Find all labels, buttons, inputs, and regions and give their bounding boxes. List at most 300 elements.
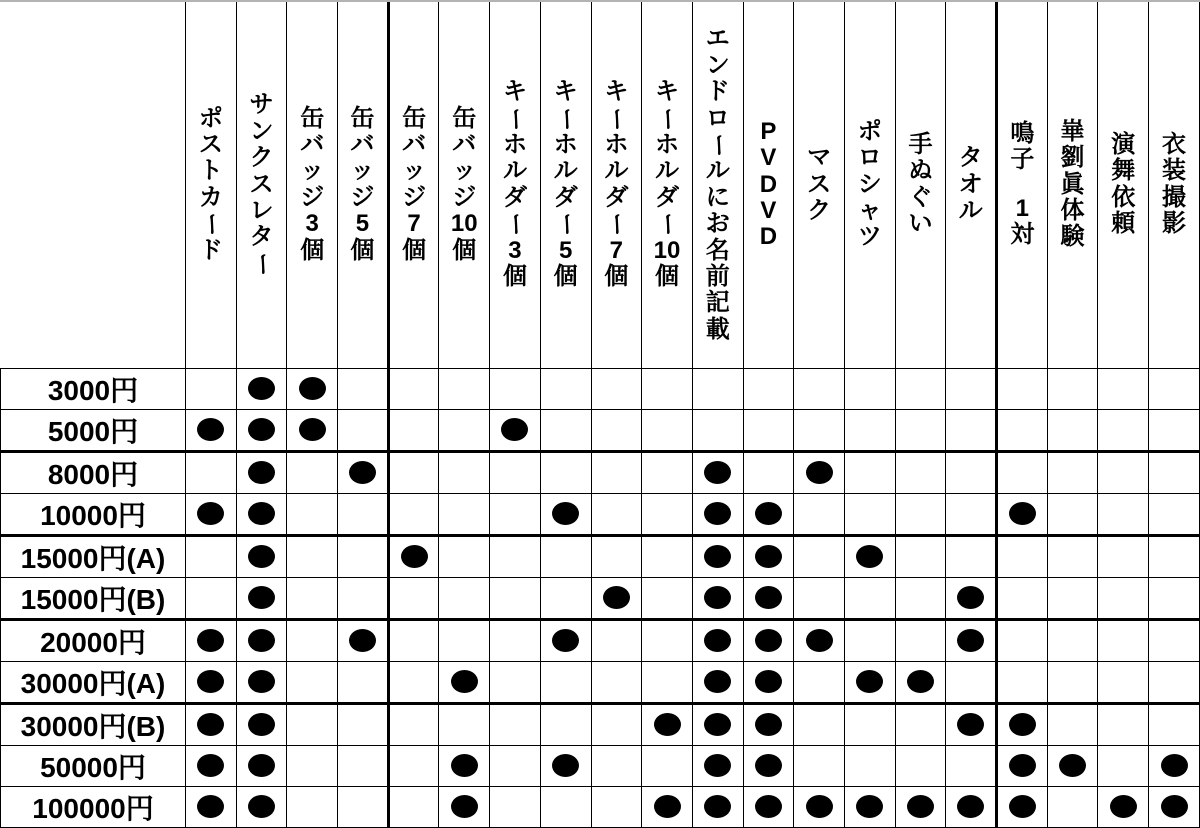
matrix-cell-r4-c7 (490, 493, 541, 535)
vertical-char: 記 (705, 289, 730, 317)
matrix-cell-r11-c5 (388, 786, 439, 827)
matrix-cell-r9-c13 (794, 703, 845, 745)
matrix-cell-r1-c7 (490, 368, 541, 409)
vertical-char: ッ (350, 157, 375, 185)
tier-row-2 (1, 409, 1200, 451)
matrix-cell-r8-c19 (1098, 661, 1149, 703)
matrix-cell-r6-c17 (997, 577, 1048, 619)
matrix-cell-r8-c13 (794, 661, 845, 703)
column-header-19 (1098, 2, 1149, 368)
matrix-cell-r2-c15 (895, 409, 946, 451)
matrix-cell-r1-c13 (794, 368, 845, 409)
column-header-vertical-label (693, 2, 743, 368)
matrix-cell-r4-c8 (540, 493, 591, 535)
included-dot (907, 670, 934, 693)
column-header-3 (287, 2, 338, 368)
vertical-char: ホ (604, 130, 629, 158)
price-label: 15000円(A) (1, 535, 186, 577)
matrix-cell-r8-c20 (1149, 661, 1200, 703)
matrix-cell-r5-c5 (388, 535, 439, 577)
matrix-cell-r8-c14 (844, 661, 895, 703)
included-dot (856, 795, 883, 818)
vertical-char: シ (857, 170, 882, 198)
vertical-char: 3 (305, 210, 319, 238)
vertical-char: 子 (1010, 146, 1035, 174)
included-dot (451, 795, 478, 818)
column-header-vertical-label (744, 2, 794, 368)
matrix-cell-r10-c12 (743, 745, 794, 786)
vertical-char: ル (502, 157, 527, 185)
matrix-cell-r7-c10 (642, 619, 693, 661)
column-header-vertical-label (946, 2, 995, 368)
matrix-cell-r8-c1 (186, 661, 237, 703)
included-dot (197, 629, 224, 652)
matrix-cell-r1-c15 (895, 368, 946, 409)
matrix-cell-r10-c5 (388, 745, 439, 786)
matrix-cell-r11-c6 (439, 786, 490, 827)
matrix-cell-r2-c5 (388, 409, 439, 451)
matrix-cell-r1-c19 (1098, 368, 1149, 409)
column-header-vertical-label (1098, 2, 1148, 368)
matrix-cell-r11-c16 (946, 786, 997, 827)
matrix-cell-r2-c8 (540, 409, 591, 451)
matrix-cell-r6-c14 (844, 577, 895, 619)
column-header-vertical-label (1149, 2, 1199, 368)
included-dot (248, 629, 275, 652)
vertical-char: ル (655, 157, 680, 185)
matrix-cell-r3-c6 (439, 451, 490, 493)
matrix-cell-r3-c12 (743, 451, 794, 493)
vertical-char: ジ (350, 183, 375, 211)
matrix-cell-r10-c7 (490, 745, 541, 786)
vertical-char: 個 (350, 236, 375, 264)
matrix-cell-r8-c3 (287, 661, 338, 703)
vertical-char: V (760, 144, 777, 172)
matrix-cell-r9-c11 (692, 703, 743, 745)
price-label: 30000円(A) (1, 661, 186, 703)
vertical-char: 個 (655, 262, 680, 290)
matrix-cell-r2-c10 (642, 409, 693, 451)
column-header-vertical-label (998, 2, 1047, 368)
column-header-18 (1047, 2, 1098, 368)
matrix-cell-r2-c19 (1098, 409, 1149, 451)
matrix-cell-r4-c9 (591, 493, 642, 535)
matrix-cell-r2-c6 (439, 409, 490, 451)
matrix-cell-r7-c11 (692, 619, 743, 661)
vertical-char: キ (502, 78, 527, 106)
matrix-cell-r9-c16 (946, 703, 997, 745)
matrix-cell-r6-c8 (540, 577, 591, 619)
matrix-cell-r1-c2 (236, 368, 287, 409)
vertical-char: ダ (604, 183, 629, 211)
matrix-cell-r1-c1 (186, 368, 237, 409)
matrix-cell-r3-c11 (692, 451, 743, 493)
corner-cell (1, 2, 186, 368)
matrix-cell-r2-c14 (844, 409, 895, 451)
included-dot (299, 418, 326, 441)
vertical-char: ダ (553, 183, 578, 211)
column-header-vertical-label (390, 2, 439, 368)
vertical-char: ク (249, 144, 274, 172)
included-dot (654, 795, 681, 818)
matrix-cell-r10-c2 (236, 745, 287, 786)
matrix-cell-r7-c6 (439, 619, 490, 661)
column-header-14 (844, 2, 895, 368)
included-dot (349, 461, 376, 484)
vertical-char: ト (198, 157, 223, 185)
matrix-cell-r8-c15 (895, 661, 946, 703)
matrix-cell-r9-c18 (1047, 703, 1098, 745)
matrix-cell-r11-c2 (236, 786, 287, 827)
included-dot (1009, 502, 1036, 525)
column-header-7 (490, 2, 541, 368)
matrix-cell-r10-c13 (794, 745, 845, 786)
matrix-cell-r4-c13 (794, 493, 845, 535)
matrix-cell-r5-c17 (997, 535, 1048, 577)
matrix-cell-r11-c9 (591, 786, 642, 827)
vertical-char: ぬ (908, 157, 933, 185)
matrix-cell-r7-c7 (490, 619, 541, 661)
price-label: 15000円(B) (1, 577, 186, 619)
matrix-cell-r5-c19 (1098, 535, 1149, 577)
column-header-16 (946, 2, 997, 368)
vertical-char: 手 (908, 130, 933, 158)
matrix-cell-r6-c15 (895, 577, 946, 619)
vertical-char: ッ (452, 157, 477, 185)
included-dot (806, 795, 833, 818)
matrix-cell-r5-c20 (1149, 535, 1200, 577)
included-dot (704, 545, 731, 568)
vertical-char: 個 (604, 262, 629, 290)
vertical-char: 験 (1060, 223, 1085, 251)
vertical-char: バ (452, 130, 477, 158)
matrix-cell-r11-c3 (287, 786, 338, 827)
matrix-cell-r4-c2 (236, 493, 287, 535)
matrix-cell-r6-c20 (1149, 577, 1200, 619)
included-dot (957, 629, 984, 652)
matrix-cell-r7-c17 (997, 619, 1048, 661)
matrix-cell-r1-c3 (287, 368, 338, 409)
matrix-cell-r10-c14 (844, 745, 895, 786)
vertical-char: ダ (655, 183, 680, 211)
matrix-cell-r2-c20 (1149, 409, 1200, 451)
included-dot (856, 545, 883, 568)
matrix-cell-r5-c9 (591, 535, 642, 577)
vertical-char: P (760, 117, 777, 145)
vertical-char: ぐ (908, 183, 933, 211)
vertical-char: ー (552, 106, 580, 131)
vertical-char: ジ (300, 183, 325, 211)
column-header-13 (794, 2, 845, 368)
column-header-6 (439, 2, 490, 368)
vertical-char: V (760, 196, 777, 224)
matrix-cell-r11-c15 (895, 786, 946, 827)
included-dot (197, 713, 224, 736)
matrix-cell-r4-c5 (388, 493, 439, 535)
included-dot (1009, 754, 1036, 777)
vertical-char: 個 (300, 236, 325, 264)
matrix-cell-r2-c1 (186, 409, 237, 451)
matrix-cell-r1-c14 (844, 368, 895, 409)
included-dot (704, 586, 731, 609)
tier-row-1 (1, 368, 1200, 409)
matrix-cell-r2-c3 (287, 409, 338, 451)
matrix-cell-r7-c3 (287, 619, 338, 661)
matrix-cell-r10-c15 (895, 745, 946, 786)
vertical-char: い (908, 210, 933, 238)
matrix-cell-r8-c18 (1047, 661, 1098, 703)
matrix-cell-r1-c16 (946, 368, 997, 409)
matrix-cell-r2-c7 (490, 409, 541, 451)
included-dot (248, 670, 275, 693)
vertical-char: 個 (502, 262, 527, 290)
matrix-cell-r8-c16 (946, 661, 997, 703)
included-dot (755, 502, 782, 525)
matrix-cell-r2-c17 (997, 409, 1048, 451)
vertical-char: 缶 (350, 104, 375, 132)
matrix-cell-r11-c7 (490, 786, 541, 827)
matrix-cell-r3-c9 (591, 451, 642, 493)
matrix-cell-r8-c11 (692, 661, 743, 703)
vertical-char: 10 (653, 236, 681, 264)
included-dot (755, 629, 782, 652)
vertical-char: 影 (1162, 210, 1187, 238)
vertical-char: 個 (452, 236, 477, 264)
included-dot (755, 545, 782, 568)
matrix-cell-r5-c1 (186, 535, 237, 577)
vertical-char: タ (958, 144, 983, 172)
included-dot (704, 713, 731, 736)
matrix-cell-r3-c5 (388, 451, 439, 493)
vertical-char: 頼 (1111, 210, 1136, 238)
vertical-char: ー (603, 106, 631, 131)
matrix-cell-r6-c1 (186, 577, 237, 619)
column-header-5 (388, 2, 439, 368)
matrix-cell-r1-c17 (997, 368, 1048, 409)
included-dot (704, 795, 731, 818)
matrix-cell-r6-c19 (1098, 577, 1149, 619)
matrix-cell-r8-c12 (743, 661, 794, 703)
matrix-cell-r6-c16 (946, 577, 997, 619)
matrix-cell-r1-c5 (388, 368, 439, 409)
vertical-char: ル (604, 157, 629, 185)
included-dot (755, 754, 782, 777)
matrix-cell-r5-c11 (692, 535, 743, 577)
included-dot (755, 670, 782, 693)
matrix-cell-r4-c20 (1149, 493, 1200, 535)
matrix-cell-r3-c18 (1047, 451, 1098, 493)
vertical-char: カ (198, 183, 223, 211)
matrix-cell-r4-c6 (439, 493, 490, 535)
included-dot (856, 670, 883, 693)
column-header-vertical-label (592, 2, 642, 368)
matrix-cell-r10-c4 (338, 745, 389, 786)
matrix-cell-r9-c19 (1098, 703, 1149, 745)
vertical-char: 載 (705, 315, 730, 343)
price-label: 3000円 (1, 368, 186, 409)
matrix-cell-r2-c16 (946, 409, 997, 451)
included-dot (1161, 795, 1188, 818)
matrix-cell-r7-c1 (186, 619, 237, 661)
matrix-cell-r4-c4 (338, 493, 389, 535)
included-dot (1059, 754, 1086, 777)
vertical-char: ス (807, 170, 832, 198)
matrix-cell-r10-c17 (997, 745, 1048, 786)
vertical-char: 7 (609, 236, 624, 264)
matrix-cell-r2-c11 (692, 409, 743, 451)
vertical-char: ツ (857, 223, 882, 251)
included-dot (704, 670, 731, 693)
matrix-cell-r4-c16 (946, 493, 997, 535)
included-dot (1161, 754, 1188, 777)
column-header-2 (236, 2, 287, 368)
included-dot (248, 754, 275, 777)
matrix-cell-r4-c11 (692, 493, 743, 535)
column-header-11 (692, 2, 743, 368)
vertical-char: 衣 (1162, 130, 1187, 158)
matrix-cell-r6-c5 (388, 577, 439, 619)
matrix-cell-r4-c1 (186, 493, 237, 535)
included-dot (248, 461, 275, 484)
matrix-cell-r5-c6 (439, 535, 490, 577)
matrix-cell-r6-c3 (287, 577, 338, 619)
vertical-char: 缶 (402, 104, 427, 132)
matrix-cell-r5-c14 (844, 535, 895, 577)
tier-row-3 (1, 451, 1200, 493)
vertical-char: 個 (402, 236, 427, 264)
tier-row-5 (1, 535, 1200, 577)
matrix-cell-r7-c19 (1098, 619, 1149, 661)
column-header-vertical-label (490, 2, 540, 368)
matrix-cell-r6-c10 (642, 577, 693, 619)
vertical-char: ル (705, 157, 730, 185)
vertical-char: ス (198, 130, 223, 158)
included-dot (451, 670, 478, 693)
matrix-cell-r4-c17 (997, 493, 1048, 535)
matrix-cell-r6-c4 (338, 577, 389, 619)
included-dot (907, 795, 934, 818)
matrix-cell-r5-c13 (794, 535, 845, 577)
matrix-cell-r5-c3 (287, 535, 338, 577)
included-dot (806, 461, 833, 484)
included-dot (197, 754, 224, 777)
matrix-cell-r2-c9 (591, 409, 642, 451)
matrix-cell-r10-c1 (186, 745, 237, 786)
matrix-cell-r11-c14 (844, 786, 895, 827)
matrix-cell-r3-c8 (540, 451, 591, 493)
matrix-cell-r6-c12 (743, 577, 794, 619)
matrix-cell-r9-c1 (186, 703, 237, 745)
included-dot (755, 586, 782, 609)
included-dot (704, 754, 731, 777)
vertical-char: 缶 (452, 104, 477, 132)
matrix-cell-r8-c9 (591, 661, 642, 703)
matrix-cell-r5-c18 (1047, 535, 1098, 577)
vertical-char: ル (553, 157, 578, 185)
included-dot (552, 754, 579, 777)
included-dot (603, 586, 630, 609)
vertical-char: オ (958, 170, 983, 198)
vertical-char: ド (198, 236, 223, 264)
included-dot (248, 377, 275, 400)
vertical-char: 装 (1162, 157, 1187, 185)
matrix-cell-r4-c18 (1047, 493, 1098, 535)
matrix-cell-r4-c19 (1098, 493, 1149, 535)
vertical-char: ー (248, 251, 276, 276)
matrix-cell-r7-c5 (388, 619, 439, 661)
tier-row-7 (1, 619, 1200, 661)
price-label: 20000円 (1, 619, 186, 661)
matrix-cell-r3-c14 (844, 451, 895, 493)
matrix-cell-r2-c12 (743, 409, 794, 451)
matrix-cell-r9-c20 (1149, 703, 1200, 745)
vertical-char: 劉 (1060, 144, 1085, 172)
vertical-char: 対 (1010, 221, 1035, 249)
matrix-cell-r8-c8 (540, 661, 591, 703)
matrix-cell-r9-c8 (540, 703, 591, 745)
vertical-char: ホ (553, 130, 578, 158)
matrix-cell-r7-c20 (1149, 619, 1200, 661)
matrix-cell-r11-c18 (1047, 786, 1098, 827)
matrix-cell-r11-c17 (997, 786, 1048, 827)
column-header-9 (591, 2, 642, 368)
matrix-cell-r2-c2 (236, 409, 287, 451)
matrix-cell-r11-c11 (692, 786, 743, 827)
column-header-4 (338, 2, 389, 368)
matrix-cell-r7-c12 (743, 619, 794, 661)
vertical-char: ン (249, 117, 274, 145)
matrix-cell-r6-c7 (490, 577, 541, 619)
matrix-cell-r8-c7 (490, 661, 541, 703)
vertical-char: ク (807, 196, 832, 224)
vertical-char: 舞 (1111, 157, 1136, 185)
matrix-cell-r1-c20 (1149, 368, 1200, 409)
vertical-char: ー (654, 212, 682, 237)
included-dot (552, 502, 579, 525)
matrix-cell-r4-c12 (743, 493, 794, 535)
column-header-vertical-label (845, 2, 895, 368)
matrix-cell-r3-c15 (895, 451, 946, 493)
vertical-char: タ (249, 223, 274, 251)
price-label: 50000円 (1, 745, 186, 786)
vertical-char: ー (603, 212, 631, 237)
column-header-20 (1149, 2, 1200, 368)
matrix-cell-r1-c6 (439, 368, 490, 409)
included-dot (755, 713, 782, 736)
vertical-char: キ (553, 78, 578, 106)
matrix-cell-r1-c10 (642, 368, 693, 409)
matrix-cell-r10-c9 (591, 745, 642, 786)
column-header-15 (895, 2, 946, 368)
matrix-cell-r11-c1 (186, 786, 237, 827)
matrix-cell-r11-c10 (642, 786, 693, 827)
matrix-cell-r7-c14 (844, 619, 895, 661)
matrix-cell-r9-c4 (338, 703, 389, 745)
vertical-char: ー (654, 106, 682, 131)
vertical-char: 眞 (1060, 170, 1085, 198)
matrix-cell-r10-c16 (946, 745, 997, 786)
tier-row-4 (1, 493, 1200, 535)
vertical-char: ー (552, 212, 580, 237)
matrix-cell-r7-c18 (1047, 619, 1098, 661)
matrix-cell-r2-c13 (794, 409, 845, 451)
vertical-char: ド (705, 78, 730, 106)
vertical-char: 個 (553, 262, 578, 290)
vertical-char: 演 (1111, 130, 1136, 158)
matrix-cell-r2-c18 (1047, 409, 1098, 451)
matrix-cell-r10-c8 (540, 745, 591, 786)
matrix-cell-r3-c4 (338, 451, 389, 493)
